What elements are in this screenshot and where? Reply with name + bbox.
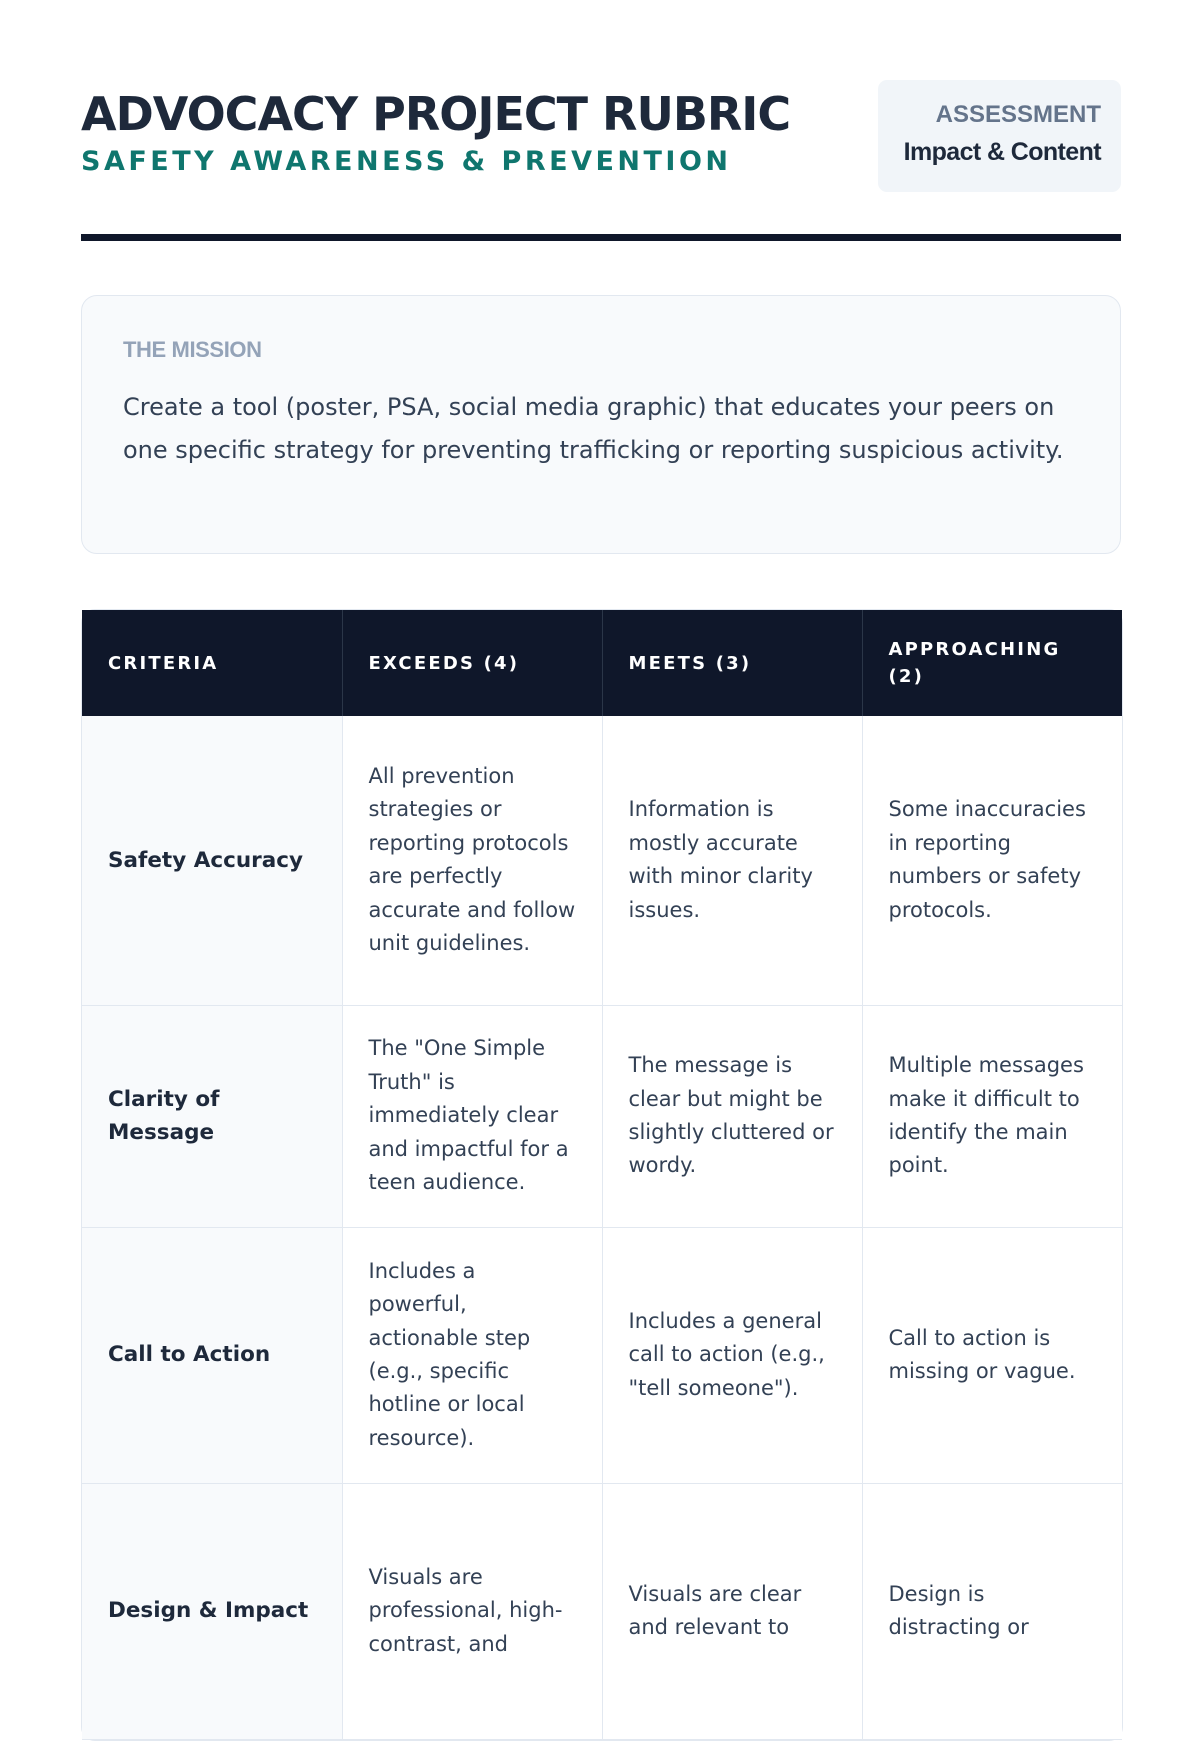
exceeds-cell: Visuals are professional, high-contrast, and	[342, 1483, 602, 1739]
page-header	[81, 80, 1121, 230]
approaching-cell: Multiple messages make it difficult to identify the main point.	[862, 1005, 1122, 1227]
table-row	[82, 1483, 1122, 1739]
table-row	[82, 716, 1122, 1005]
criteria-cell: Design & Impact	[82, 1483, 342, 1739]
badge-value: Impact & Content	[903, 138, 1101, 166]
exceeds-cell: The "One Simple Truth" is immediately clear and impactful for a teen audience.	[342, 1005, 602, 1227]
criteria-cell: Clarity of Message	[82, 1005, 342, 1227]
meets-cell: Visuals are clear and relevant to	[602, 1483, 862, 1739]
meets-cell: Includes a general call to action (e.g., "tell someone").	[602, 1227, 862, 1483]
badge-label: ASSESSMENT	[935, 101, 1101, 128]
rubric-grid	[82, 610, 1122, 1740]
exceeds-cell: Includes a powerful, actionable step (e.g., specific hotline or local resource).	[342, 1227, 602, 1483]
mission-text: Create a tool (poster, PSA, social media graphic) that educates your peers on one specific strategy for preventing trafficking or reporting suspicious activity.	[123, 393, 1064, 464]
meets-cell: Information is mostly accurate with minor clarity issues.	[602, 716, 862, 1005]
column-header-exceeds: EXCEEDS (4)	[342, 610, 602, 716]
table-header-row	[82, 610, 1122, 716]
column-header-approaching: APPROACHING (2)	[862, 610, 1122, 716]
approaching-cell: Design is distracting or	[862, 1483, 1122, 1739]
table-row	[82, 1005, 1122, 1227]
page-title: ADVOCACY PROJECT RUBRIC	[81, 87, 791, 141]
approaching-cell: Call to action is missing or vague.	[862, 1227, 1122, 1483]
meets-cell: The message is clear but might be slightly cluttered or wordy.	[602, 1005, 862, 1227]
rubric-table	[81, 609, 1123, 1741]
criteria-cell: Safety Accuracy	[82, 716, 342, 1005]
column-header-meets: MEETS (3)	[602, 610, 862, 716]
table-row	[82, 1227, 1122, 1483]
column-header-criteria: CRITERIA	[82, 610, 342, 716]
header-divider	[81, 234, 1121, 241]
criteria-cell: Call to Action	[82, 1227, 342, 1483]
mission-card	[81, 295, 1121, 554]
page-subtitle: SAFETY AWARENESS & PREVENTION	[81, 146, 732, 177]
mission-label: THE MISSION	[123, 337, 262, 362]
exceeds-cell: All prevention strategies or reporting protocols are perfectly accurate and follow unit guidelines.	[342, 716, 602, 1005]
assessment-badge	[878, 80, 1121, 192]
approaching-cell: Some inaccuracies in reporting numbers or safety protocols.	[862, 716, 1122, 1005]
